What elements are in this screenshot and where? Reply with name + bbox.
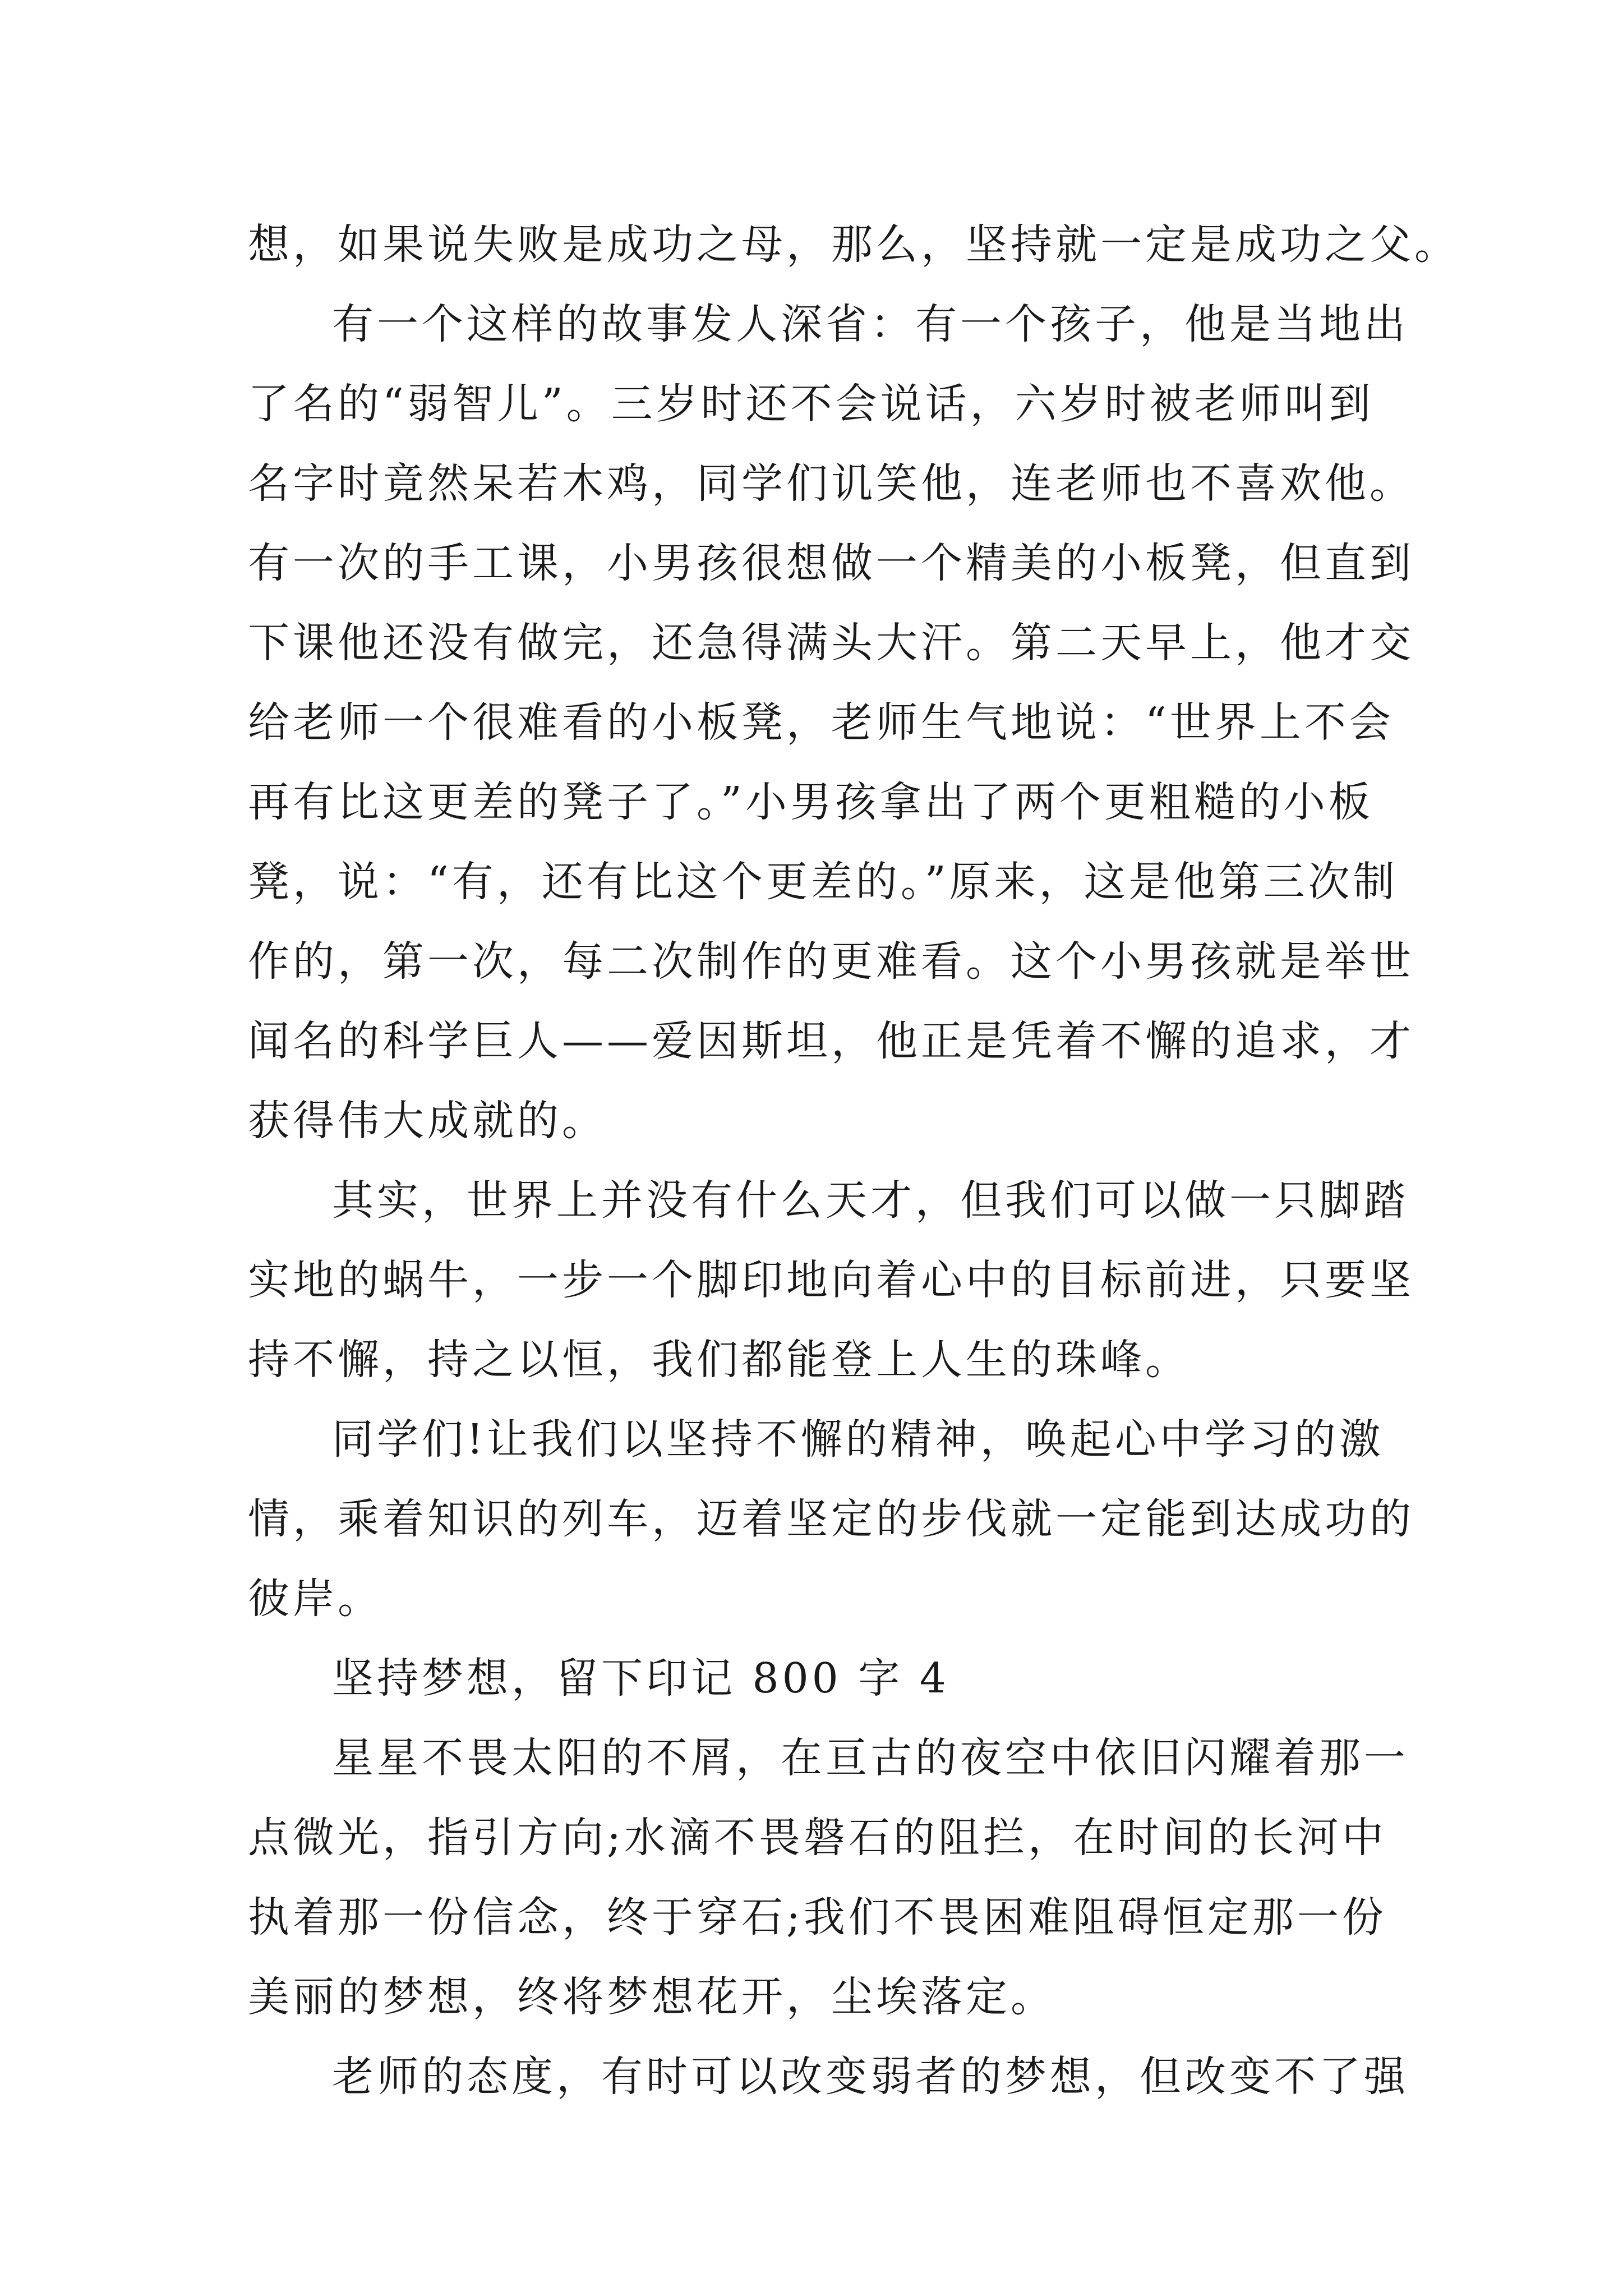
section-heading: 坚持梦想，留下印记 800 字 4 bbox=[332, 1654, 949, 1703]
text-line-12: 获得伟大成就的。 bbox=[248, 1097, 607, 1145]
text-line-23: 美丽的梦想，终将梦想花开，尘埃落定。 bbox=[248, 1973, 1055, 2021]
text-line-11: 闻名的科学巨人——爱因斯坦，他正是凭着不懈的追求，才 bbox=[248, 1017, 1414, 1065]
text-line-16: 同学们!让我们以坚持不懈的精神，唤起心中学习的激 bbox=[332, 1415, 1384, 1464]
text-line-9: 凳，说：“有，还有比这个更差的。”原来，这是他第三次制 bbox=[248, 858, 1398, 906]
text-line-24: 老师的态度，有时可以改变弱者的梦想，但改变不了强 bbox=[332, 2053, 1409, 2101]
text-line-4: 名字时竟然呆若木鸡，同学们讥笑他，连老师也不喜欢他。 bbox=[248, 459, 1414, 508]
text-line-3: 了名的“弱智儿”。三岁时还不会说话，六岁时被老师叫到 bbox=[248, 380, 1374, 428]
text-line-20: 星星不畏太阳的不屑，在亘古的夜空中依旧闪耀着那一 bbox=[332, 1734, 1409, 1782]
text-line-1: 想，如果说失败是成功之母，那么，坚持就一定是成功之父。 bbox=[248, 220, 1459, 269]
text-line-17: 情，乘着知识的列车，迈着坚定的步伐就一定能到达成功的 bbox=[248, 1495, 1414, 1543]
body-text bbox=[248, 205, 1459, 2116]
text-line-13: 其实，世界上并没有什么天才，但我们可以做一只脚踏 bbox=[332, 1176, 1409, 1225]
text-line-22: 执着那一份信念，终于穿石;我们不畏困难阻碍恒定那一份 bbox=[248, 1893, 1387, 1941]
text-line-15: 持不懈，持之以恒，我们都能登上人生的珠峰。 bbox=[248, 1336, 1190, 1384]
text-line-8: 再有比这更差的凳子了。”小男孩拿出了两个更粗糙的小板 bbox=[248, 778, 1373, 826]
text-line-14: 实地的蜗牛，一步一个脚印地向着心中的目标前进，只要坚 bbox=[248, 1256, 1414, 1304]
text-line-5: 有一次的手工课，小男孩很想做一个精美的小板凳，但直到 bbox=[248, 539, 1414, 587]
text-line-18: 彼岸。 bbox=[248, 1575, 382, 1623]
text-line-21: 点微光，指引方向;水滴不畏磐石的阻拦，在时间的长河中 bbox=[248, 1814, 1387, 1862]
text-line-2: 有一个这样的故事发人深省：有一个孩子，他是当地出 bbox=[332, 300, 1409, 348]
text-line-6: 下课他还没有做完，还急得满头大汗。第二天早上，他才交 bbox=[248, 619, 1414, 667]
text-line-7: 给老师一个很难看的小板凳，老师生气地说：“世界上不会 bbox=[248, 698, 1394, 747]
text-line-10: 作的，第一次，每二次制作的更难看。这个小男孩就是举世 bbox=[248, 937, 1414, 986]
